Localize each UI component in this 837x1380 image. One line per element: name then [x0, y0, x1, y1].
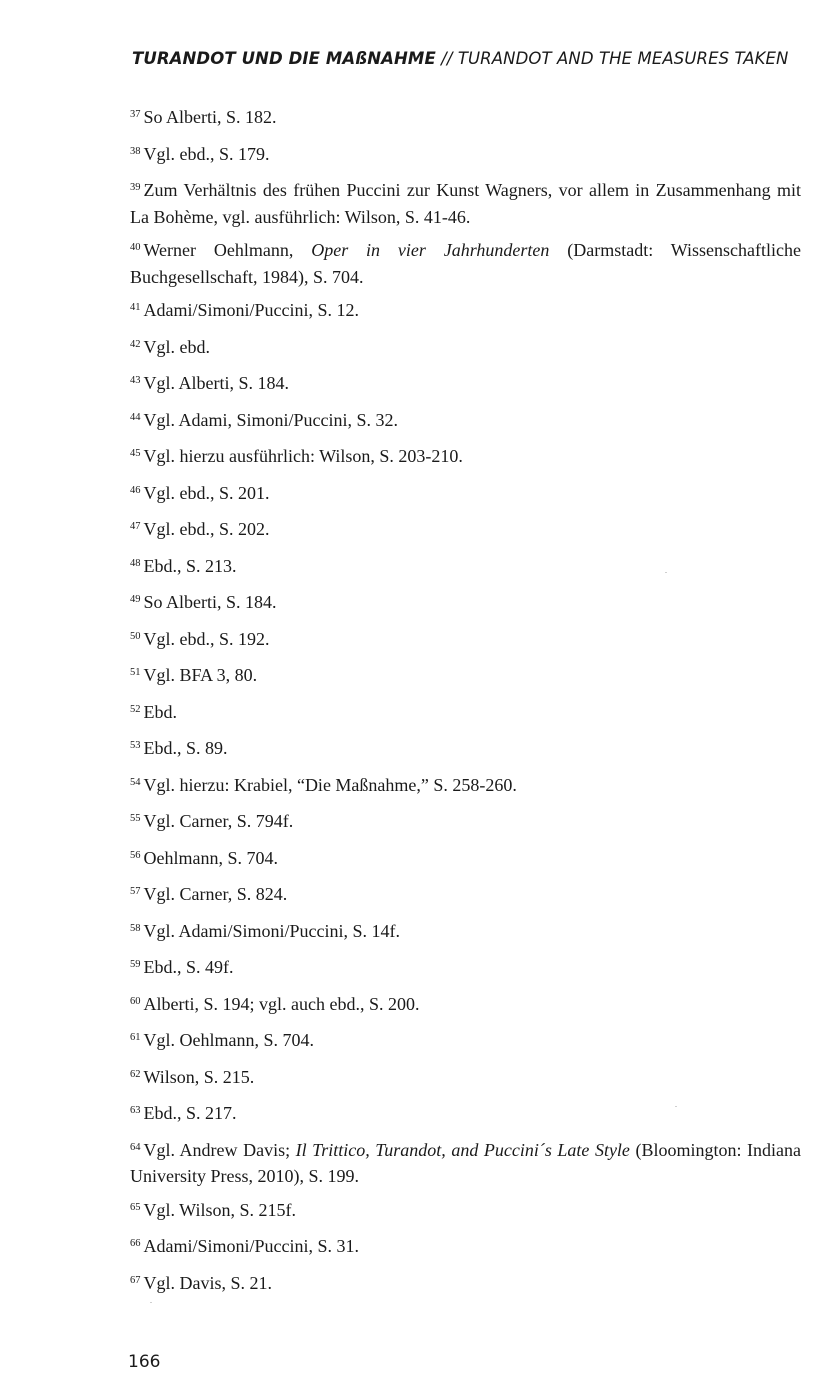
endnote	[130, 591, 801, 618]
endnote-title-italic: Oper in vier Jahrhunderten	[311, 240, 550, 260]
endnote-number: 37	[130, 109, 141, 120]
endnote	[130, 1272, 801, 1299]
endnote-text: Ebd., S. 217.	[143, 1103, 237, 1123]
endnote-text: (Bloomington: Indiana University Press, 2010), S. 199.	[130, 1139, 801, 1186]
endnote-number: 46	[130, 484, 141, 496]
endnote-number: 50	[130, 630, 141, 642]
endnote	[130, 1139, 801, 1189]
endnote-text: Vgl. Alberti, S. 184.	[143, 373, 290, 393]
endnote-text: So Alberti, S. 184.	[143, 592, 277, 612]
endnote	[130, 336, 801, 363]
endnote-text: Werner Oehlmann,	[143, 240, 312, 260]
endnote	[130, 847, 801, 874]
endnote	[130, 1029, 801, 1056]
endnote-text: Vgl. Wilson, S. 215f.	[143, 1199, 296, 1220]
endnote	[130, 993, 801, 1020]
running-head-title-1: TURANDOT	[132, 49, 236, 68]
endnote-number: 43	[130, 375, 141, 386]
endnote	[130, 810, 801, 837]
endnote	[130, 106, 801, 133]
endnote	[130, 883, 801, 910]
endnote-number: 64	[130, 1141, 141, 1153]
endnote-number: 58	[130, 922, 141, 934]
endnote-text: Alberti, S. 194; vgl. auch ebd., S. 200.	[143, 993, 420, 1014]
endnote	[130, 179, 801, 229]
running-head-connector: UND	[235, 49, 289, 68]
endnote	[130, 628, 801, 655]
endnote-text: Vgl. Oehlmann, S. 704.	[143, 1030, 314, 1050]
endnote-number: 67	[130, 1274, 141, 1286]
endnote-number: 63	[130, 1105, 141, 1116]
endnote-text: (Darmstadt: Wissenschaftliche Buchgesellschaft, 1984), S. 704.	[130, 240, 801, 287]
endnote-text: Vgl. ebd., S. 201.	[143, 482, 270, 503]
endnote-number: 65	[130, 1201, 141, 1213]
endnote-number: 66	[130, 1238, 141, 1249]
endnote-number: 48	[130, 557, 141, 569]
endnote	[130, 1066, 801, 1093]
endnote-number: 40	[130, 242, 141, 253]
endnote	[130, 143, 801, 170]
endnote-number: 39	[130, 182, 141, 193]
endnote	[130, 299, 801, 326]
endnote	[130, 1199, 801, 1226]
endnote-text: Oehlmann, S. 704.	[143, 847, 278, 868]
endnote-text: Ebd.	[143, 701, 177, 722]
running-head-english: // TURANDOT AND THE MEASURES TAKEN	[435, 49, 789, 68]
endnote-text: Vgl. hierzu: Krabiel, “Die Maßnahme,” S. 258-260.	[143, 774, 517, 795]
page-number: 166	[128, 1352, 161, 1372]
endnote-text: Vgl. Adami/Simoni/Puccini, S. 14f.	[143, 920, 401, 941]
scan-speck	[675, 1106, 677, 1107]
endnote-number: 62	[130, 1068, 141, 1080]
endnote-text: Adami/Simoni/Puccini, S. 12.	[143, 300, 360, 320]
endnote-text: Ebd., S. 89.	[143, 738, 228, 758]
endnote-text: Vgl. ebd., S. 179.	[143, 143, 270, 164]
endnote-text: Vgl. Andrew Davis;	[143, 1139, 296, 1160]
endnote-number: 61	[130, 1032, 141, 1043]
endnote-text: Vgl. ebd.	[143, 336, 210, 357]
endnote	[130, 737, 801, 764]
endnote-number: 54	[130, 776, 141, 788]
endnotes-list	[130, 106, 801, 1308]
endnote	[130, 664, 801, 691]
endnote	[130, 518, 801, 545]
endnote	[130, 1102, 801, 1129]
endnote-number: 49	[130, 594, 141, 605]
endnote-text: Ebd., S. 213.	[143, 555, 237, 576]
endnote	[130, 1235, 801, 1262]
endnote	[130, 956, 801, 983]
endnote-number: 53	[130, 740, 141, 751]
endnote	[130, 445, 801, 472]
scan-speck	[665, 572, 667, 573]
endnote	[130, 774, 801, 801]
endnote	[130, 920, 801, 947]
endnote-text: Ebd., S. 49f.	[143, 957, 234, 977]
endnote-title-italic: Il Trittico, Turandot, and Puccini´s Late Style	[295, 1139, 630, 1160]
endnote-number: 42	[130, 338, 141, 350]
endnote-number: 47	[130, 521, 141, 532]
endnote-text: Vgl. Davis, S. 21.	[143, 1272, 273, 1293]
running-head	[132, 49, 792, 68]
endnote-number: 56	[130, 849, 141, 861]
endnote-text: Vgl. Carner, S. 824.	[143, 884, 288, 904]
endnote	[130, 701, 801, 728]
endnote-text: Vgl. ebd., S. 202.	[143, 519, 270, 539]
endnote-text: Vgl. ebd., S. 192.	[143, 628, 270, 649]
endnote-number: 60	[130, 995, 141, 1007]
endnote-number: 59	[130, 959, 141, 970]
endnote	[130, 482, 801, 509]
endnote	[130, 239, 801, 289]
endnote-number: 38	[130, 145, 141, 157]
endnote	[130, 372, 801, 399]
endnote-number: 45	[130, 448, 141, 459]
endnote-text: So Alberti, S. 182.	[143, 107, 277, 127]
endnote-number: 41	[130, 302, 141, 313]
endnote-text: Adami/Simoni/Puccini, S. 31.	[143, 1236, 360, 1256]
endnote-text: Vgl. hierzu ausführlich: Wilson, S. 203-210.	[143, 446, 463, 466]
endnote-number: 52	[130, 703, 141, 715]
endnote-text: Vgl. Adami, Simoni/Puccini, S. 32.	[143, 409, 399, 430]
endnote-text: Vgl. BFA 3, 80.	[143, 665, 258, 685]
endnote-text: Zum Verhältnis des frühen Puccini zur Kunst Wagners, vor allem in Zusammenhang mit La Bohème, vgl. ausführlich: Wilson, S. 41-46.	[130, 180, 801, 227]
endnote-text: Wilson, S. 215.	[143, 1066, 255, 1087]
endnote	[130, 555, 801, 582]
endnote-number: 44	[130, 411, 141, 423]
running-head-title-2: DIE MAßNAHME	[288, 49, 436, 68]
endnote-text: Vgl. Carner, S. 794f.	[143, 811, 294, 831]
endnote	[130, 409, 801, 436]
endnote-number: 55	[130, 813, 141, 824]
scan-speck	[150, 1302, 152, 1303]
endnote-number: 51	[130, 667, 141, 678]
endnote-number: 57	[130, 886, 141, 897]
